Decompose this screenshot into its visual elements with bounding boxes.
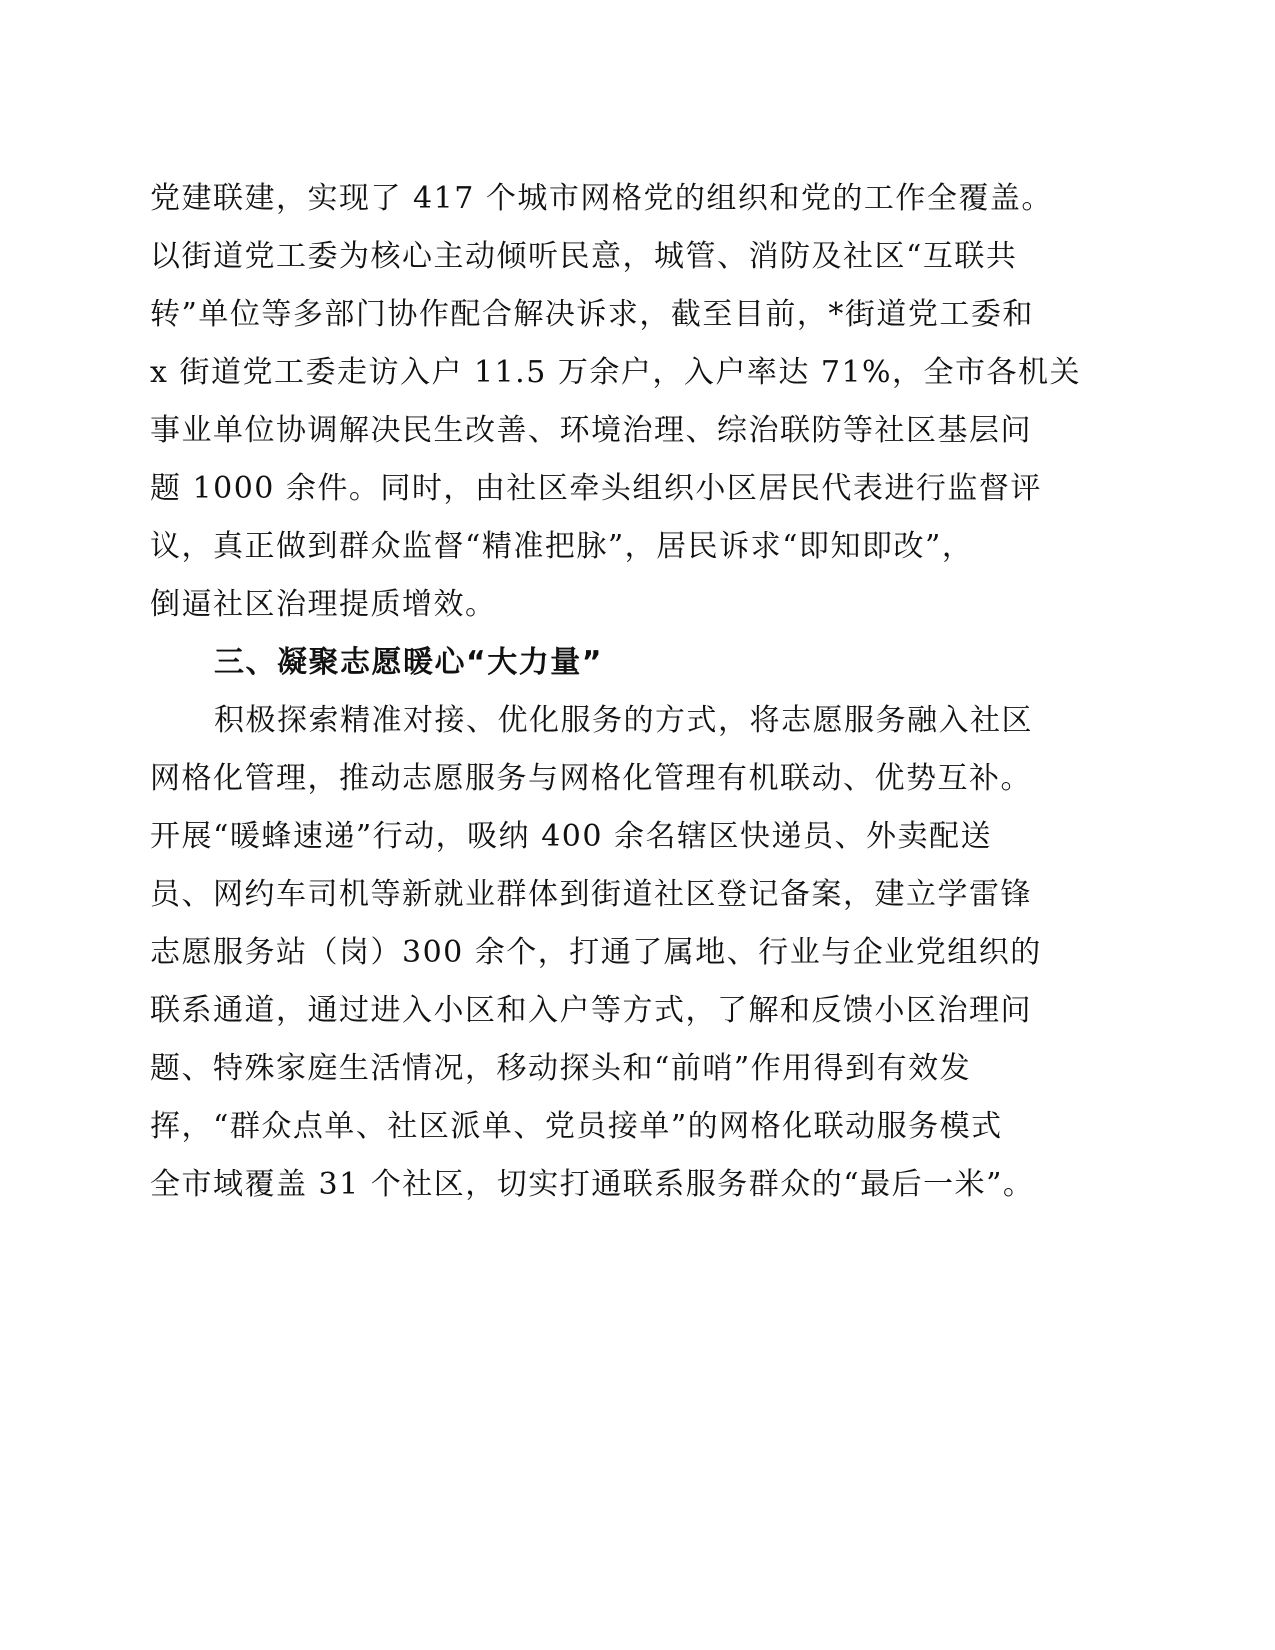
paragraph-2-line-4: 员、网约车司机等新就业群体到街道社区登记备案，建立学雷锋 xyxy=(150,877,1032,912)
paragraph-2-line-7: 题、特殊家庭生活情况，移动探头和“前哨”作用得到有效发 xyxy=(150,1051,972,1086)
paragraph-1-line-7: 议，真正做到群众监督“精准把脉”，居民诉求“即知即改”， xyxy=(150,529,974,564)
paragraph-2-line-2: 网格化管理，推动志愿服务与网格化管理有机联动、优势互补。 xyxy=(150,761,1032,796)
section-heading-3: 三、凝聚志愿暖心“大力量” xyxy=(214,645,603,680)
paragraph-1-line-3: 转”单位等多部门协作配合解决诉求，截至目前，*街道党工委和 xyxy=(150,297,1034,332)
paragraph-1-line-8: 倒逼社区治理提质增效。 xyxy=(150,587,497,622)
paragraph-2-line-6: 联系通道，通过进入小区和入户等方式，了解和反馈小区治理问 xyxy=(150,993,1032,1028)
paragraph-1-line-4: x 街道党工委走访入户 11.5 万余户，入户率达 71%，全市各机关 xyxy=(150,355,1082,390)
paragraph-1-line-5: 事业单位协调解决民生改善、环境治理、综治联防等社区基层问 xyxy=(150,413,1032,448)
paragraph-2-line-3: 开展“暖蜂速递”行动，吸纳 400 余名辖区快递员、外卖配送 xyxy=(150,819,993,854)
paragraph-1-line-2: 以街道党工委为核心主动倾听民意，城管、消防及社区“互联共 xyxy=(150,239,1018,274)
paragraph-2-line-5: 志愿服务站（岗）300 余个，打通了属地、行业与企业党组织的 xyxy=(150,935,1042,970)
paragraph-2-line-8: 挥，“群众点单、社区派单、党员接单”的网格化联动服务模式 xyxy=(150,1109,1003,1144)
paragraph-2-line-9: 全市域覆盖 31 个社区，切实打通联系服务群众的“最后一米”。 xyxy=(150,1167,1035,1202)
document-body xyxy=(150,170,1090,1214)
paragraph-2-line-1: 积极探索精准对接、优化服务的方式，将志愿服务融入社区 xyxy=(214,703,1033,738)
paragraph-1-line-1: 党建联建，实现了 417 个城市网格党的组织和党的工作全覆盖。 xyxy=(150,181,1053,216)
paragraph-1-line-6: 题 1000 余件。同时，由社区牵头组织小区居民代表进行监督评 xyxy=(150,471,1042,506)
